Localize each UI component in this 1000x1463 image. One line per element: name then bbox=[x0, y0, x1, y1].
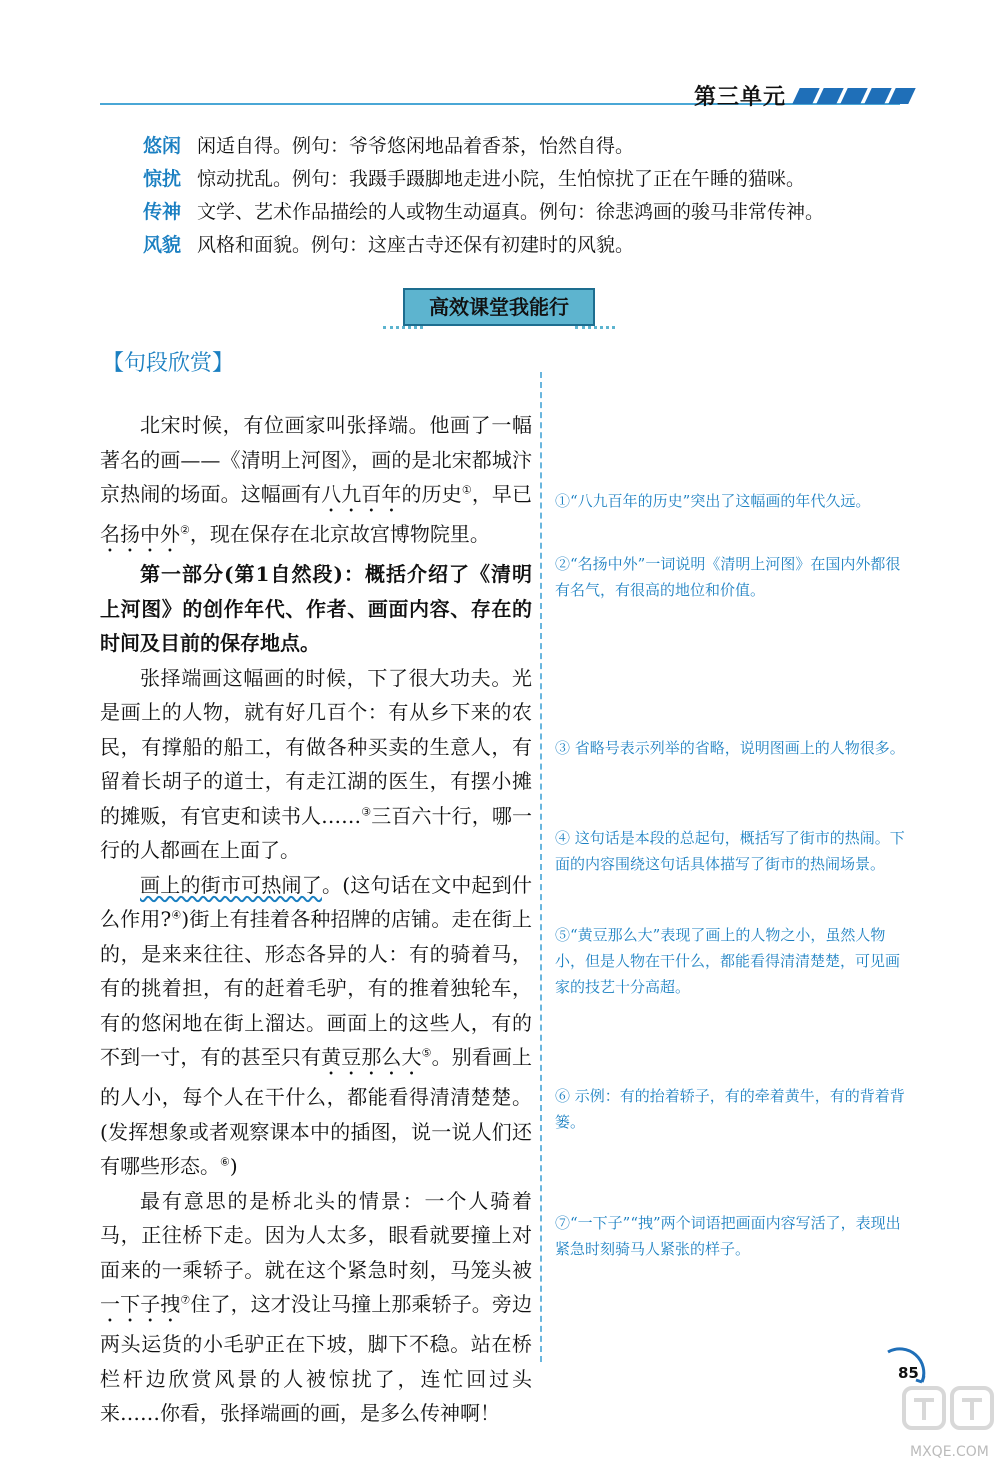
emphasized-phrase: 名扬中外 bbox=[100, 522, 180, 546]
section-banner bbox=[383, 288, 615, 332]
column-divider bbox=[540, 372, 542, 1362]
note-marker: ② bbox=[180, 523, 190, 537]
passage-paragraph: 画上的街市可热闹了。(这句话在文中起到什么作用?④)街上有挂着各种招牌的店铺。走在街上的，是来来往往、形态各异的人：有的骑着马，有的挑着担，有的赶着毛驴，有的推着独轮车，有的悠闲地在街上溜达。画面上的这些人，有的不到一寸，有的甚至只有黄豆那么大⑤。别看画上的人小，每个人在干什么，都能看得清清楚楚。(发挥想象或者观察课本中的插图，说一说人们还有哪些形态。⑥) bbox=[100, 872, 533, 1178]
glossary-term: 悠闲 bbox=[143, 135, 182, 157]
annotation-note: ⑤“黄豆那么大”表现了画上的人物之小，虽然人物小，但是人物在干什么，都能看得清清楚楚，可见画家的技艺十分高超。 bbox=[555, 926, 901, 996]
annotation-note: ⑥ 示例：有的抬着轿子，有的牵着黄牛，有的背着背篓。 bbox=[555, 1087, 905, 1131]
glossary-term: 惊扰 bbox=[143, 168, 182, 190]
note-marker: ⑦ bbox=[180, 1293, 191, 1307]
glossary-definition: 文学、艺术作品描绘的人或物生动逼真。例句：徐悲鸿画的骏马非常传神。 bbox=[197, 201, 825, 223]
glossary-item bbox=[143, 199, 824, 225]
annotation-note: ②“名扬中外”一词说明《清明上河图》在国内外都很有名气，有很高的地位和价值。 bbox=[555, 555, 901, 599]
glossary-definition: 惊动扰乱。例句：我蹑手蹑脚地走进小院，生怕惊扰了正在午睡的猫咪。 bbox=[197, 168, 806, 190]
annotation-note: ④ 这句话是本段的总起句，概括写了街市的热闹。下面的内容围绕这句话具体描写了街市的热闹场景。 bbox=[555, 829, 905, 873]
glossary-item bbox=[143, 166, 805, 192]
passage-paragraph: 张择端画这幅画的时候，下了很大功夫。光是画上的人物，就有好几百个：有从乡下来的农民，有撑船的船工，有做各种买卖的生意人，有留着长胡子的道士，有走江湖的医生，有摆小摊的摊贩，有官吏和读书人……③三百六十行，哪一行的人都画在上面了。 bbox=[100, 665, 532, 862]
note-marker: ③ bbox=[361, 804, 372, 818]
glossary-item bbox=[143, 232, 634, 258]
annotation-note: ③ 省略号表示列举的省略，说明图画上的人物很多。 bbox=[555, 739, 905, 757]
emphasized-phrase: 黄豆那么大 bbox=[321, 1045, 422, 1069]
banner-wing-right bbox=[575, 314, 615, 329]
header-stripes-decoration bbox=[792, 88, 912, 106]
annotation-note: ①“八九百年的历史”突出了这幅画的年代久远。 bbox=[555, 492, 871, 510]
topic-sentence: 画上的街市可热闹了 bbox=[140, 872, 322, 897]
glossary-item bbox=[143, 133, 634, 159]
note-marker: ⑥ bbox=[220, 1155, 230, 1169]
banner-title: 高效课堂我能行 bbox=[429, 295, 569, 319]
reading-passage bbox=[100, 408, 532, 1431]
emphasized-phrase: 八九百年 bbox=[321, 482, 402, 506]
note-marker: ① bbox=[461, 483, 472, 497]
passage-paragraph: 最有意思的是桥北头的情景：一个人骑着马，正往桥下走。因为人太多，眼看就要撞上对面来的一乘轿子。就在这个紧急时刻，马笼头被一下子拽⑦住了，这才没让马撞上那乘轿子。旁边两头运货的小毛驴正在下坡，脚下不稳。站在桥栏杆边欣赏风景的人被惊扰了，连忙回过头来……你看，张择端画的画，是多么传神啊！ bbox=[100, 1188, 532, 1425]
note-marker: ⑤ bbox=[421, 1046, 432, 1060]
watermark-text: MXQE.COM bbox=[910, 1444, 989, 1460]
note-marker: ④ bbox=[171, 908, 182, 922]
unit-title: 第三单元 bbox=[694, 85, 787, 110]
part-summary: 第一部分(第1自然段)：概括介绍了《清明上河图》的创作年代、作者、画面内容、存在的时间及目前的保存地点。 bbox=[100, 562, 532, 655]
passage-paragraph: 北宋时候，有位画家叫张择端。他画了一幅著名的画——《清明上河图》，画的是北宋都城汴京热闹的场面。这幅画有八九百年的历史①，早已名扬中外②，现在保存在北京故宫博物院里。 bbox=[100, 413, 533, 546]
section-label: 【句段欣赏】 bbox=[102, 351, 235, 376]
glossary-definition: 闲适自得。例句：爷爷悠闲地品着香茶，怡然自得。 bbox=[197, 135, 635, 157]
annotation-note: ⑦“一下子”“拽”两个词语把画面内容写活了，表现出紧急时刻骑马人紧张的样子。 bbox=[555, 1214, 901, 1258]
glossary-term: 风貌 bbox=[143, 234, 182, 256]
glossary-term: 传神 bbox=[143, 201, 182, 223]
page-number: 85 bbox=[898, 1364, 919, 1382]
emphasized-phrase: 一下子拽 bbox=[100, 1292, 181, 1316]
glossary-definition: 风格和面貌。例句：这座古寺还保有初建时的风貌。 bbox=[197, 234, 635, 256]
